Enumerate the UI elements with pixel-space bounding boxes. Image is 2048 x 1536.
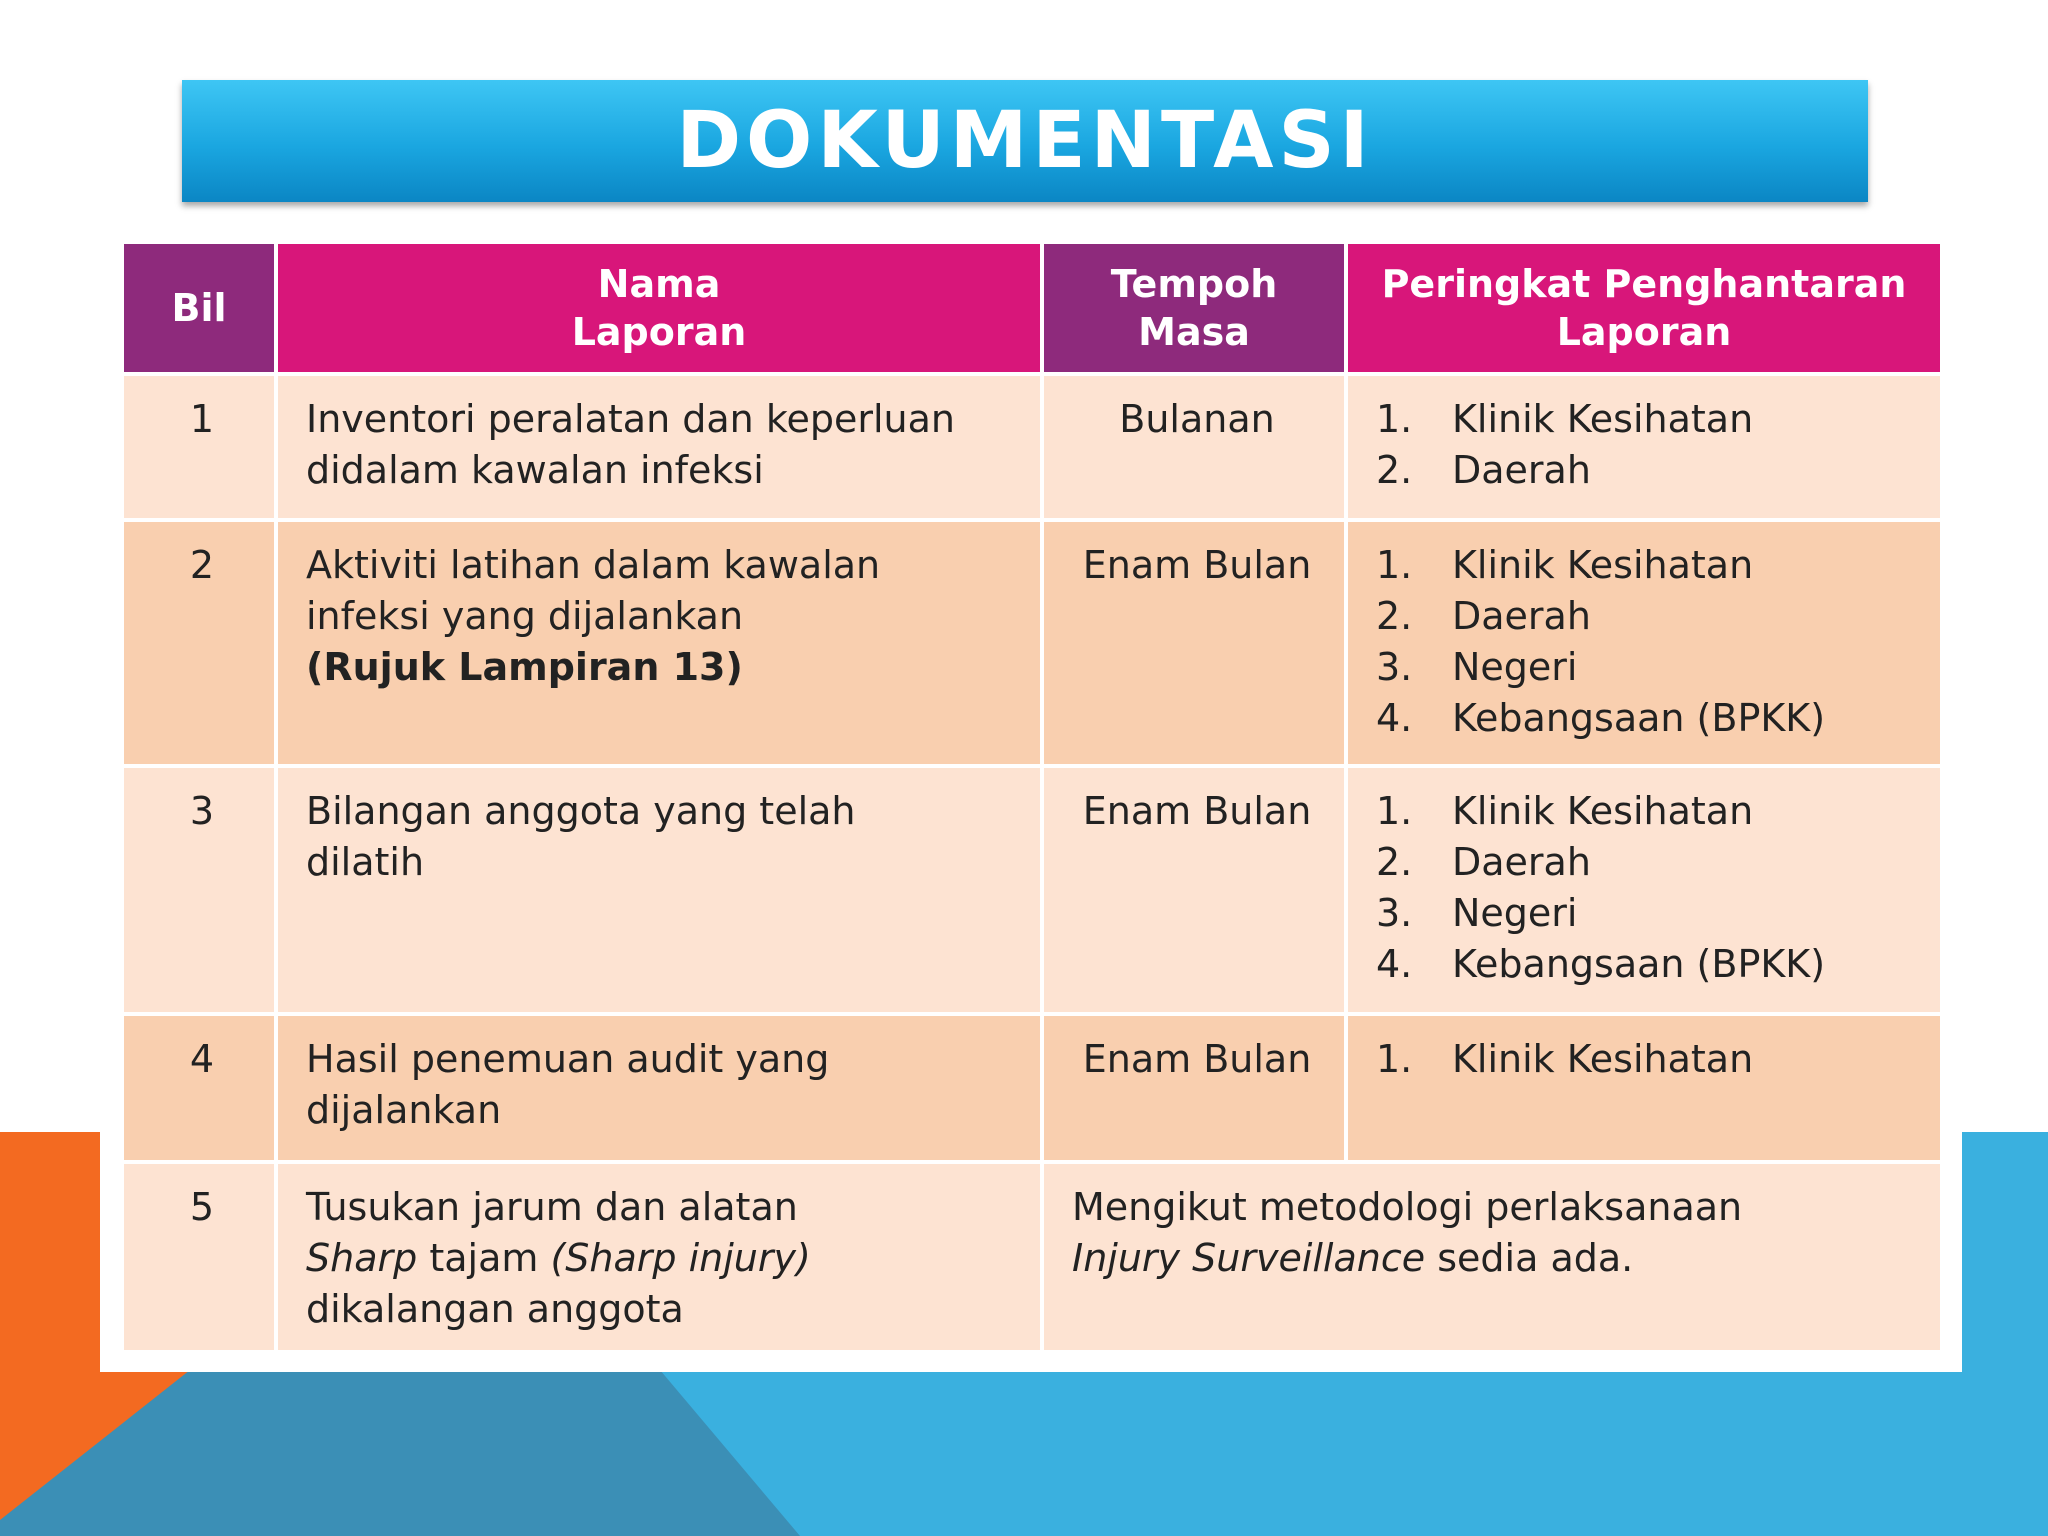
cell-text-line: Aktiviti latihan dalam kawalan	[306, 543, 881, 587]
list-item	[1376, 939, 1918, 990]
list-text: Daerah	[1452, 448, 1591, 492]
report-table	[120, 240, 1944, 1354]
italic-term: Injury Surveillance	[1072, 1236, 1426, 1280]
italic-term: (Sharp injury)	[550, 1236, 811, 1280]
list-number: 1.	[1376, 789, 1413, 833]
list-number: 2.	[1376, 594, 1413, 638]
list-number: 4.	[1376, 696, 1413, 740]
cell-bil: 4	[122, 1014, 276, 1162]
cell-merged-note	[1042, 1162, 1942, 1352]
list-text: Daerah	[1452, 594, 1591, 638]
list-item	[1376, 642, 1918, 693]
cell-peringkat	[1346, 1014, 1942, 1162]
header-nama-laporan	[276, 242, 1042, 374]
list-number: 2.	[1376, 840, 1413, 884]
italic-term: Sharp	[306, 1236, 418, 1280]
cell-peringkat	[1346, 374, 1942, 520]
cell-bil: 3	[122, 766, 276, 1014]
header-bil-label: Bil	[171, 286, 227, 330]
list-text: Kebangsaan (BPKK)	[1452, 942, 1826, 986]
cell-text-line: Inventori peralatan dan keperluan	[306, 397, 955, 441]
list-item	[1376, 540, 1918, 591]
cell-text-line: Mengikut metodologi perlaksanaan	[1072, 1185, 1743, 1229]
cell-reference: (Rujuk Lampiran 13)	[306, 645, 743, 689]
list-item	[1376, 786, 1918, 837]
cell-text-line	[1072, 1233, 1918, 1284]
cell-bil: 2	[122, 520, 276, 766]
header-tempoh-masa	[1042, 242, 1346, 374]
list-item	[1376, 888, 1918, 939]
list-text: Kebangsaan (BPKK)	[1452, 696, 1826, 740]
list-item	[1376, 445, 1918, 496]
cell-nama-laporan	[276, 766, 1042, 1014]
header-label-line: Nama	[597, 262, 721, 306]
cell-text-line: Hasil penemuan audit yang	[306, 1037, 830, 1081]
list-item	[1376, 394, 1918, 445]
list-number: 3.	[1376, 891, 1413, 935]
list-number: 2.	[1376, 448, 1413, 492]
cell-peringkat	[1346, 766, 1942, 1014]
list-number: 1.	[1376, 1037, 1413, 1081]
header-label-line: Masa	[1138, 310, 1250, 354]
cell-nama-laporan	[276, 1162, 1042, 1352]
table-row	[122, 374, 1942, 520]
cell-text-line: dijalankan	[306, 1088, 502, 1132]
list-number: 1.	[1376, 397, 1413, 441]
cell-text-line: Bilangan anggota yang telah	[306, 789, 856, 833]
list-item	[1376, 591, 1918, 642]
title-banner	[182, 80, 1868, 202]
cell-nama-laporan	[276, 520, 1042, 766]
list-text: Klinik Kesihatan	[1452, 543, 1754, 587]
header-peringkat-penghantaran	[1346, 242, 1942, 374]
cell-tempoh: Enam Bulan	[1042, 1014, 1346, 1162]
header-label-line: Tempoh	[1110, 262, 1278, 306]
list-text: Negeri	[1452, 891, 1578, 935]
list-text: Negeri	[1452, 645, 1578, 689]
header-label-line: Peringkat Penghantaran	[1381, 262, 1907, 306]
cell-tempoh: Enam Bulan	[1042, 520, 1346, 766]
cell-nama-laporan	[276, 1014, 1042, 1162]
cell-tempoh: Enam Bulan	[1042, 766, 1346, 1014]
list-number: 1.	[1376, 543, 1413, 587]
text-fragment: sedia ada.	[1425, 1236, 1634, 1280]
cell-text-line	[306, 1233, 1018, 1284]
list-text: Daerah	[1452, 840, 1591, 884]
table-row	[122, 1162, 1942, 1352]
list-item	[1376, 837, 1918, 888]
table-row	[122, 766, 1942, 1014]
list-text: Klinik Kesihatan	[1452, 397, 1754, 441]
cell-bil: 1	[122, 374, 276, 520]
cell-text-line: dikalangan anggota	[306, 1287, 684, 1331]
table-row	[122, 520, 1942, 766]
list-text: Klinik Kesihatan	[1452, 1037, 1754, 1081]
list-item	[1376, 693, 1918, 744]
cell-peringkat	[1346, 520, 1942, 766]
header-label-line: Laporan	[1556, 310, 1732, 354]
cell-text-line: infeksi yang dijalankan	[306, 594, 744, 638]
list-text: Klinik Kesihatan	[1452, 789, 1754, 833]
cell-tempoh: Bulanan	[1042, 374, 1346, 520]
list-item	[1376, 1034, 1918, 1085]
list-number: 4.	[1376, 942, 1413, 986]
slide-title: DOKUMENTASI	[676, 96, 1374, 186]
table-row	[122, 1014, 1942, 1162]
table-header-row	[122, 242, 1942, 374]
cell-text-line: dilatih	[306, 840, 425, 884]
cell-text-line: Tusukan jarum dan alatan	[306, 1185, 798, 1229]
header-label-line: Laporan	[571, 310, 747, 354]
header-bil	[122, 242, 276, 374]
cell-nama-laporan	[276, 374, 1042, 520]
cell-text-line: didalam kawalan infeksi	[306, 448, 764, 492]
text-fragment: tajam	[417, 1236, 551, 1280]
list-number: 3.	[1376, 645, 1413, 689]
cell-bil: 5	[122, 1162, 276, 1352]
